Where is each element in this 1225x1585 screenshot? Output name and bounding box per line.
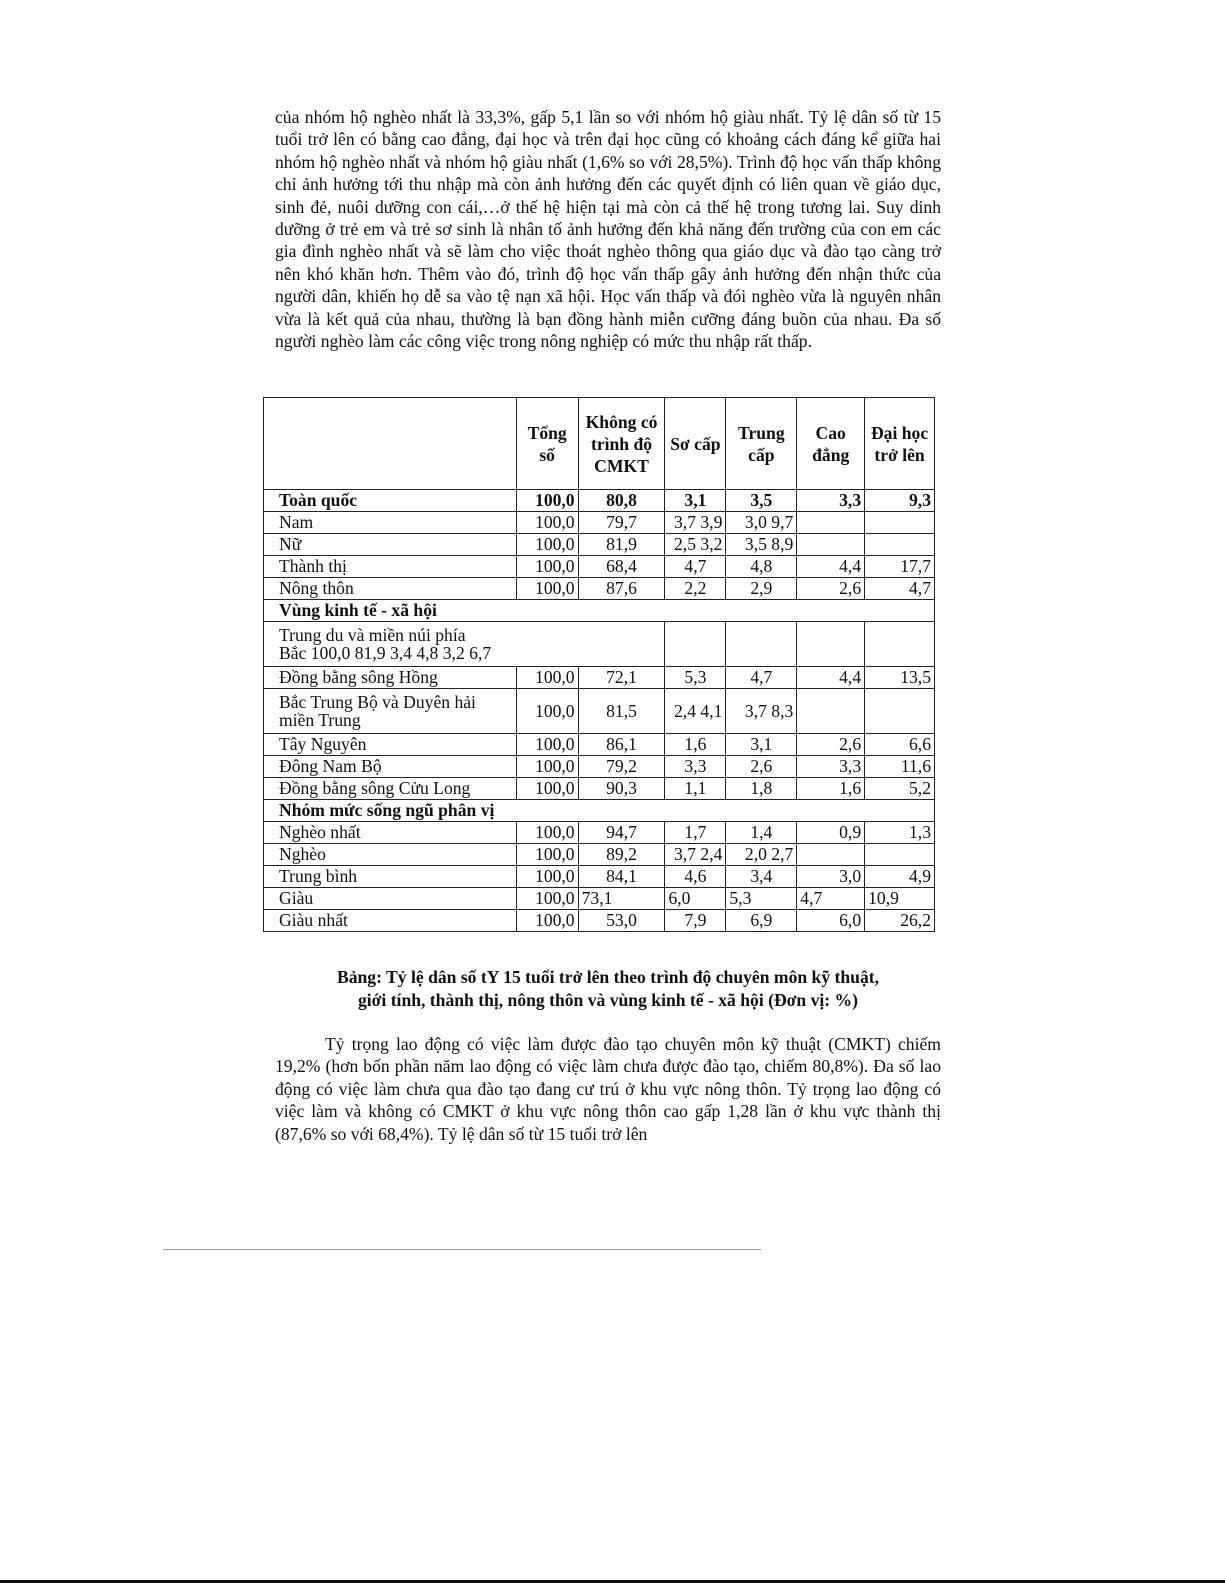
cell: 4,6 [665, 866, 726, 888]
cell: 4,8 [726, 556, 797, 578]
table-row [264, 512, 935, 534]
cell: 3,7 8,3 [726, 689, 797, 734]
section-label: Vùng kinh tế - xã hội [264, 600, 935, 622]
table-row [264, 822, 935, 844]
row-label: Giàu [264, 888, 517, 910]
caption-line2: giới tính, thành thị, nông thôn và vùng kinh tế - xã hội (Đơn vị: %) [357, 990, 858, 1010]
table-row [264, 866, 935, 888]
cell: 68,4 [578, 556, 665, 578]
cell: 3,3 [797, 490, 865, 512]
cell: 3,5 [726, 490, 797, 512]
table-row [264, 778, 935, 800]
row-label: Nghèo nhất [264, 822, 517, 844]
cell: 5,3 [665, 667, 726, 689]
cell: 2,2 [665, 578, 726, 600]
cell: 3,3 [797, 756, 865, 778]
cell: 100,0 [516, 534, 578, 556]
cell: 3,4 4,8 [389, 643, 439, 663]
row-label: Nam [264, 512, 517, 534]
cell: 10,9 [865, 888, 935, 910]
row-label-line1: Trung du và miền núi phía [279, 625, 466, 645]
header-cell: Cao đẳng [797, 398, 865, 490]
cell: 2,6 [797, 578, 865, 600]
cell: 100,0 [516, 910, 578, 932]
cell: 80,8 [578, 490, 665, 512]
table-row [264, 689, 935, 734]
cell: 84,1 [578, 866, 665, 888]
cell: 5,2 [865, 778, 935, 800]
cell [865, 534, 935, 556]
cell: 72,1 [578, 667, 665, 689]
cell: 100,0 [516, 689, 578, 734]
cell: 89,2 [578, 844, 665, 866]
row-label: Toàn quốc [264, 490, 517, 512]
cell [865, 689, 935, 734]
cell [797, 534, 865, 556]
table-row [264, 667, 935, 689]
cell: 87,6 [578, 578, 665, 600]
cell [797, 622, 865, 667]
cell: 9,3 [865, 490, 935, 512]
cell: 1,3 [865, 822, 935, 844]
table-row [264, 756, 935, 778]
cell: 2,6 [797, 734, 865, 756]
cell: 79,2 [578, 756, 665, 778]
cell: 0,9 [797, 822, 865, 844]
cell: 4,7 [797, 888, 865, 910]
cell: 100,0 [516, 866, 578, 888]
cell: 2,6 [726, 756, 797, 778]
section-label: Nhóm mức sống ngũ phân vị [264, 800, 935, 822]
cell: 3,1 [726, 734, 797, 756]
header-cell: Đại học trở lên [865, 398, 935, 490]
cell: 6,0 [665, 888, 726, 910]
table-header-row [264, 398, 935, 490]
header-cell: Sơ cấp [665, 398, 726, 490]
cell: 94,7 [578, 822, 665, 844]
header-cell: Trung cấp [726, 398, 797, 490]
table-row [264, 734, 935, 756]
cell: 3,0 9,7 [726, 512, 797, 534]
cell: 4,7 [665, 556, 726, 578]
cell: 2,9 [726, 578, 797, 600]
cell: 2,0 2,7 [726, 844, 797, 866]
row-label: Nghèo [264, 844, 517, 866]
cell: 100,0 [516, 756, 578, 778]
cell: 100,0 [516, 490, 578, 512]
cell [865, 512, 935, 534]
cell: 13,5 [865, 667, 935, 689]
row-label: Thành thị [264, 556, 517, 578]
header-cell: Không có trình độ CMKT [578, 398, 665, 490]
cell: 7,9 [665, 910, 726, 932]
cell: 6,6 [865, 734, 935, 756]
cell: 2,4 4,1 [665, 689, 726, 734]
cell: 73,1 [578, 888, 665, 910]
cell [797, 844, 865, 866]
row-label: Tây Nguyên [264, 734, 517, 756]
cell: 100,0 [516, 844, 578, 866]
table-caption [275, 966, 941, 1012]
cell: 4,4 [797, 667, 865, 689]
page-bottom-rule [0, 1580, 1225, 1583]
cell: 100,0 [516, 734, 578, 756]
table-row [264, 578, 935, 600]
education-table [263, 397, 935, 932]
cell: 26,2 [865, 910, 935, 932]
row-label: Bắc Trung Bộ và Duyên hải miền Trung [264, 689, 517, 734]
cell: 11,6 [865, 756, 935, 778]
cell [797, 689, 865, 734]
table-row [264, 490, 935, 512]
cell: 4,9 [865, 866, 935, 888]
after-paragraph: Tỷ trọng lao động có việc làm được đào tạo chuyên môn kỹ thuật (CMKT) chiếm 19,2% (hơn bốn phần năm lao động có việc làm chưa được đào tạo, chiếm 80,8%). Đa số lao động có việc làm chưa qua đào tạo đang cư trú ở khu vực nông thôn. Tỷ trọng lao động có việc làm và không có CMKT ở khu vực nông thôn cao gấp 1,28 lần ở khu vực thành thị (87,6% so với 68,4%). Tỷ lệ dân số từ 15 tuổi trở lên [275, 1034, 941, 1144]
cell: 1,4 [726, 822, 797, 844]
cell: 4,4 [797, 556, 865, 578]
row-label [264, 622, 665, 667]
cell [865, 844, 935, 866]
cell: 1,6 [665, 734, 726, 756]
row-label: Giàu nhất [264, 910, 517, 932]
table-row [264, 910, 935, 932]
cell: 1,7 [665, 822, 726, 844]
cell: 79,7 [578, 512, 665, 534]
cell: 3,5 8,9 [726, 534, 797, 556]
row-label: Đồng bằng sông Cửu Long [264, 778, 517, 800]
cell: 1,6 [797, 778, 865, 800]
intro-paragraph: của nhóm hộ nghèo nhất là 33,3%, gấp 5,1 lần so với nhóm hộ giàu nhất. Tỷ lệ dân số từ 15 tuổi trở lên có bằng cao đẳng, đại học và trên đại học cũng có khoảng cách đáng kể giữa hai nhóm hộ nghèo nhất và nhóm hộ giàu nhất (1,6% so với 28,5%). Trình độ học vấn thấp không chỉ ảnh hưởng tới thu nhập mà còn ảnh hưởng đến các quyết định có liên quan về giáo dục, sinh đẻ, nuôi dưỡng con cái,…ở thế hệ hiện tại mà còn cả thế hệ trong tương lai. Suy dinh dưỡng ở trẻ em và trẻ sơ sinh là nhân tố ảnh hưởng đến khả năng đến trường của con em các gia đình nghèo nhất và sẽ làm cho việc thoát nghèo thông qua giáo dục và đào tạo càng trở nên khó khăn hơn. Thêm vào đó, trình độ học vấn thấp gây ảnh hưởng đến nhận thức của người dân, khiến họ dễ sa vào tệ nạn xã hội. Học vấn thấp và đói nghèo vừa là nguyên nhân vừa là kết quả của nhau, thường là bạn đồng hành miễn cưỡng đáng buồn của nhau. Đa số người nghèo làm các công việc trong nông nghiệp có mức thu nhập rất thấp. [275, 107, 941, 352]
cell: 3,7 2,4 [665, 844, 726, 866]
cell: 100,0 [516, 556, 578, 578]
cell: 100,0 [516, 888, 578, 910]
cell: 5,3 [726, 888, 797, 910]
row-label: Trung bình [264, 866, 517, 888]
table-row [264, 534, 935, 556]
cell: 6,9 [726, 910, 797, 932]
cell: 53,0 [578, 910, 665, 932]
cell [665, 622, 726, 667]
cell: 81,9 [354, 643, 386, 663]
cell: 86,1 [578, 734, 665, 756]
cell: 3,1 [665, 490, 726, 512]
row-label: Nông thôn [264, 578, 517, 600]
section-row [264, 600, 935, 622]
cell: 100,0 [516, 512, 578, 534]
footnote-divider [163, 1249, 761, 1250]
header-cell: Tổng số [516, 398, 578, 490]
caption-line1: Bảng: Tỷ lệ dân số tY 15 tuổi trở lên theo trình độ chuyên môn kỹ thuật, [336, 967, 880, 987]
cell [726, 622, 797, 667]
cell: 100,0 [516, 778, 578, 800]
table-row [264, 556, 935, 578]
table-row [264, 888, 935, 910]
cell: 3,7 3,9 [665, 512, 726, 534]
cell: 3,2 6,7 [442, 643, 492, 663]
row-label-line2: Bắc 100,0 [279, 643, 351, 663]
cell [797, 512, 865, 534]
table-row [264, 844, 935, 866]
cell: 90,3 [578, 778, 665, 800]
header-cell [264, 398, 517, 490]
cell: 81,5 [578, 689, 665, 734]
cell: 1,1 [665, 778, 726, 800]
cell: 100,0 [516, 667, 578, 689]
cell: 100,0 [516, 578, 578, 600]
cell: 2,5 3,2 [665, 534, 726, 556]
cell: 4,7 [726, 667, 797, 689]
cell: 81,9 [578, 534, 665, 556]
row-label: Nữ [264, 534, 517, 556]
cell: 6,0 [797, 910, 865, 932]
table-row [264, 622, 935, 667]
cell: 3,0 [797, 866, 865, 888]
cell: 17,7 [865, 556, 935, 578]
cell: 4,7 [865, 578, 935, 600]
row-label: Đông Nam Bộ [264, 756, 517, 778]
cell: 3,3 [665, 756, 726, 778]
cell: 3,4 [726, 866, 797, 888]
cell [865, 622, 935, 667]
cell: 1,8 [726, 778, 797, 800]
cell: 100,0 [516, 822, 578, 844]
section-row [264, 800, 935, 822]
row-label: Đồng bằng sông Hồng [264, 667, 517, 689]
